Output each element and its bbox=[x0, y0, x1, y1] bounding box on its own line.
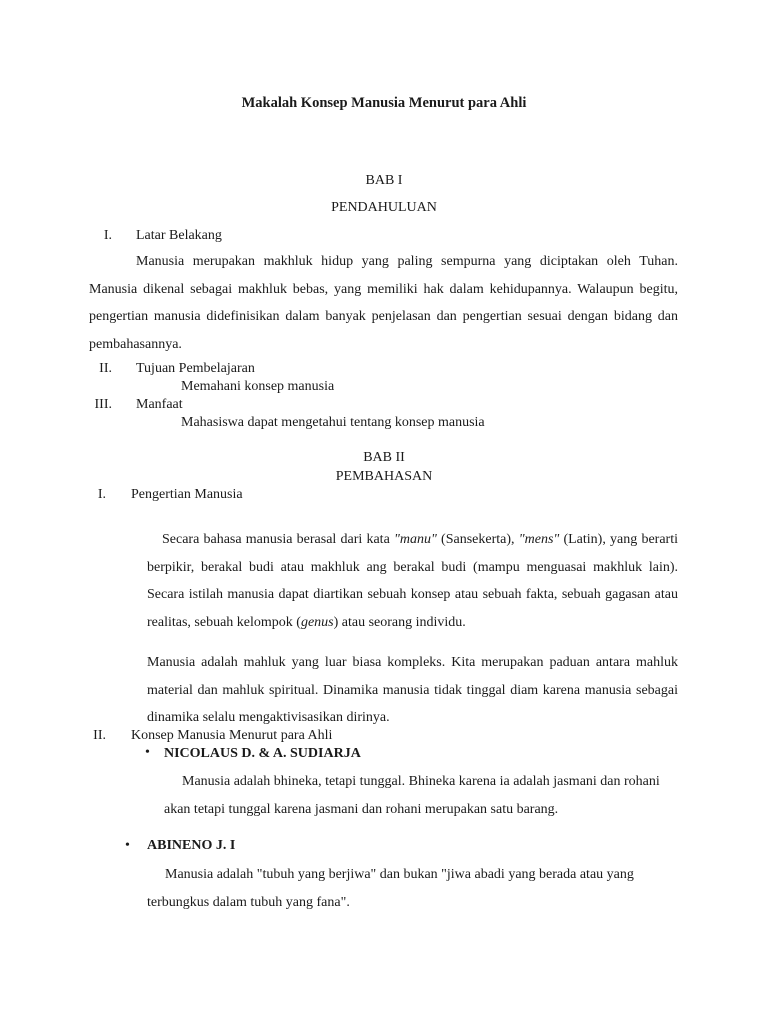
document-title: Makalah Konsep Manusia Menurut para Ahli bbox=[241, 95, 527, 111]
para1-text: (Latin), yang berarti berpikir, berakal budi atau makhluk ang berakal budi (mampu menguasai makhluk lain). Secara istilah manusia dapat diartikan sebuah konsep atau sebuah fakta, sebuah gagasan atau realitas, sebuah kelompok ( bbox=[147, 532, 678, 630]
expert-text bbox=[147, 861, 677, 916]
pengertian-paragraph-1 bbox=[147, 526, 678, 636]
expert-text bbox=[164, 768, 670, 823]
bab1-section-number: III. bbox=[94, 397, 112, 412]
tujuan-text: Memahani konsep manusia bbox=[181, 379, 335, 394]
term-manu: "manu" bbox=[393, 532, 437, 547]
para1-text: (Sansekerta), bbox=[436, 532, 519, 547]
bullet-icon: • bbox=[145, 745, 150, 760]
latar-belakang-text: Manusia merupakan makhluk hidup yang paling sempurna yang diciptakan oleh Tuhan. Manusia dikenal sebagai makhluk bebas, yang memiliki hak dalam kehidupannya. Walaupun begitu, pengertian manusia didefinisikan dalam banyak penjelasan dan pengertian sesuai dengan bidang dan pembahasannya. bbox=[89, 254, 678, 352]
expert-text-content: Manusia adalah "tubuh yang berjiwa" dan bukan "jiwa abadi yang berada atau yang terbungkus dalam tubuh yang fana". bbox=[147, 867, 634, 910]
bab1-heading: BAB I bbox=[365, 173, 403, 188]
bab1-section-label: Latar Belakang bbox=[136, 228, 222, 243]
pengertian-paragraph-2 bbox=[147, 649, 678, 732]
bab2-section-label: Konsep Manusia Menurut para Ahli bbox=[131, 728, 333, 743]
bab1-section-number: I. bbox=[103, 228, 112, 243]
bab1-section-label: Tujuan Pembelajaran bbox=[136, 361, 255, 376]
bab2-section-number: II. bbox=[93, 728, 106, 743]
expert-text-content: Manusia adalah bhineka, tetapi tunggal. Bhineka karena ia adalah jasmani dan rohani akan tetapi tunggal karena jasmani dan rohani merupakan satu barang. bbox=[164, 774, 660, 817]
para1-text: Secara bahasa manusia berasal dari kata bbox=[162, 532, 394, 547]
bab2-heading: BAB II bbox=[363, 450, 405, 465]
term-genus: genus bbox=[300, 614, 334, 630]
bab2-section-label: Pengertian Manusia bbox=[131, 487, 243, 502]
para2-text: Manusia adalah mahluk yang luar biasa kompleks. Kita merupakan paduan antara mahluk material dan mahluk spiritual. Dinamika manusia tidak tinggal diam karena manusia sebagai dinamika selalu mengaktivisasikan dirinya. bbox=[147, 655, 678, 725]
bab1-subheading: PENDAHULUAN bbox=[331, 200, 437, 215]
para1-text: ) atau seorang individu. bbox=[333, 614, 466, 630]
term-mens: "mens" bbox=[518, 532, 560, 547]
bullet-icon: • bbox=[125, 838, 130, 853]
bab1-section-number: II. bbox=[99, 361, 112, 376]
expert-name: NICOLAUS D. & A. SUDIARJA bbox=[164, 746, 361, 761]
bab2-subheading: PEMBAHASAN bbox=[335, 469, 433, 484]
bab2-section-number: I. bbox=[97, 487, 106, 502]
manfaat-text: Mahasiswa dapat mengetahui tentang konsep manusia bbox=[181, 415, 485, 430]
expert-name: ABINENO J. I bbox=[147, 838, 236, 853]
bab1-section-label: Manfaat bbox=[136, 397, 183, 412]
latar-belakang-paragraph bbox=[89, 248, 678, 358]
